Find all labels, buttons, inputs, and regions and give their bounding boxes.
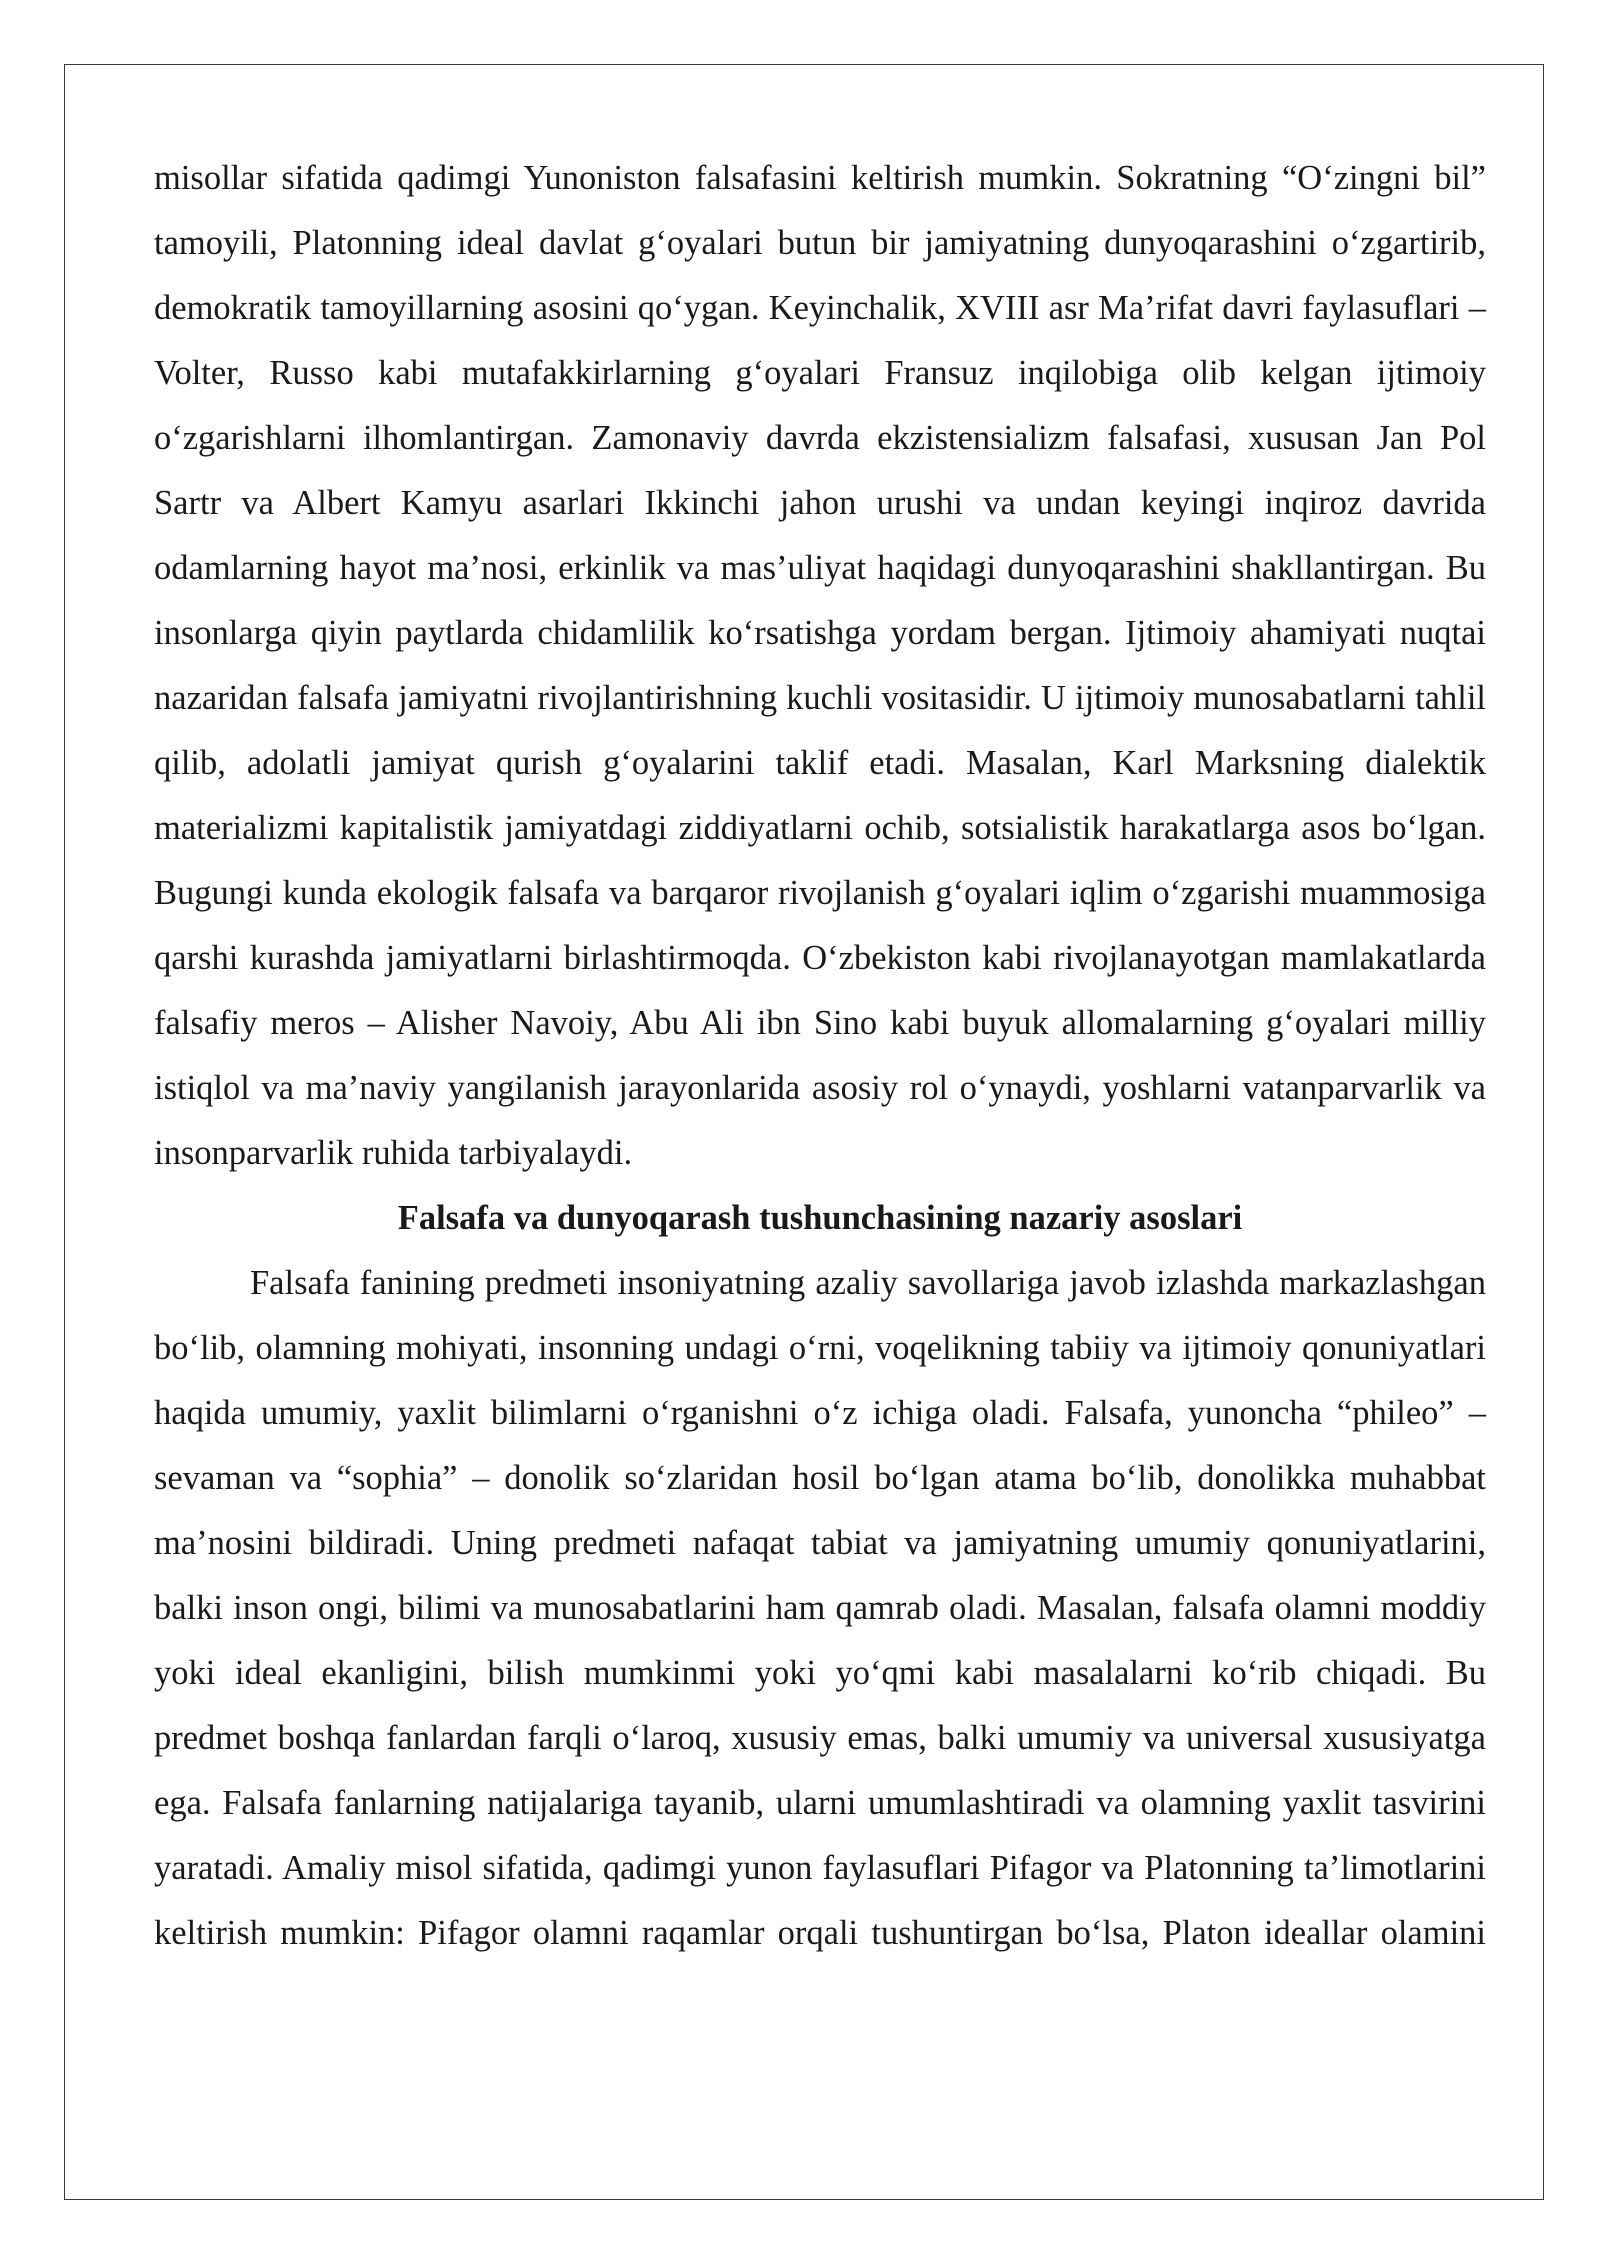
paragraph-philosophy-examples: misollar sifatida qadimgi Yunoniston falsafasini keltirish mumkin. Sokratning “O‘zingni bil” tamoyili, Platonning ideal davlat g‘oyalari butun bir jamiyatning dunyoqarashini o‘zgartirib, demokratik tamoyillarning asosini qo‘ygan. Keyinchalik, XVIII asr Ma’rifat davri faylasuflari – Volter, Russo kabi mutafakkirlarning g‘oyalari Fransuz inqilobiga olib kelgan ijtimoiy o‘zgarishlarni ilhomlantirgan. Zamonaviy davrda ekzistensializm falsafasi, xususan Jan Pol Sartr va Albert Kamyu asarlari Ikkinchi jahon urushi va undan keyingi inqiroz davrida odamlarning hayot ma’nosi, erkinlik va mas’uliyat haqidagi dunyoqarashini shakllantirgan. Bu insonlarga qiyin paytlarda chidamlilik ko‘rsatishga yordam bergan. Ijtimoiy ahamiyati nuqtai nazaridan falsafa jamiyatni rivojlantirishning kuchli vositasidir. U ijtimoiy munosabatlarni tahlil qilib, adolatli jamiyat qurish g‘oyalarini taklif etadi. Masalan, Karl Marksning dialektik materializmi kapitalistik jamiyatdagi ziddiyatlarni ochib, sotsialistik harakatlarga asos bo‘lgan. Bugungi kunda ekologik falsafa va barqaror rivojlanish g‘oyalari iqlim o‘zgarishi muammosiga qarshi kurashda jamiyatlarni birlashtirmoqda. O‘zbekiston kabi rivojlanayotgan mamlakatlarda falsafiy meros – Alisher Navoiy, Abu Ali ibn Sino kabi buyuk allomalarning g‘oyalari milliy istiqlol va ma’naviy yangilanish jarayonlarida asosiy rol o‘ynaydi, yoshlarni vatanparvarlik va insonparvarlik ruhida tarbiyalaydi. (154, 159, 1486, 1172)
document-body (154, 146, 1486, 1966)
section-heading: Falsafa va dunyoqarash tushunchasining nazariy asoslari (397, 1199, 1243, 1237)
paragraph-philosophy-subject: Falsafa fanining predmeti insoniyatning azaliy savollariga javob izlashda markazlashgan bo‘lib, olamning mohiyati, insonning undagi o‘rni, voqelikning tabiiy va ijtimoiy qonuniyatlari haqida umumiy, yaxlit bilimlarni o‘rganishni o‘z ichiga oladi. Falsafa, yunoncha “phileo” – sevaman va “sophia” – donolik so‘zlaridan hosil bo‘lgan atama bo‘lib, donolikka muhabbat ma’nosini bildiradi. Uning predmeti nafaqat tabiat va jamiyatning umumiy qonuniyatlarini, balki inson ongi, bilimi va munosabatlarini ham qamrab oladi. Masalan, falsafa olamni moddiy yoki ideal ekanligini, bilish mumkinmi yoki yo‘qmi kabi masalalarni ko‘rib chiqadi. Bu predmet boshqa fanlardan farqli o‘laroq, xususiy emas, balki umumiy va universal xususiyatga ega. Falsafa fanlarning natijalariga tayanib, ularni umumlashtiradi va olamning yaxlit tasvirini yaratadi. Amaliy misol sifatida, qadimgi yunon faylasuflari Pifagor va Platonning ta’limotlarini keltirish mumkin: Pifagor olamni raqamlar orqali tushuntirgan bo‘lsa, Platon ideallar olamini (154, 1264, 1486, 1952)
